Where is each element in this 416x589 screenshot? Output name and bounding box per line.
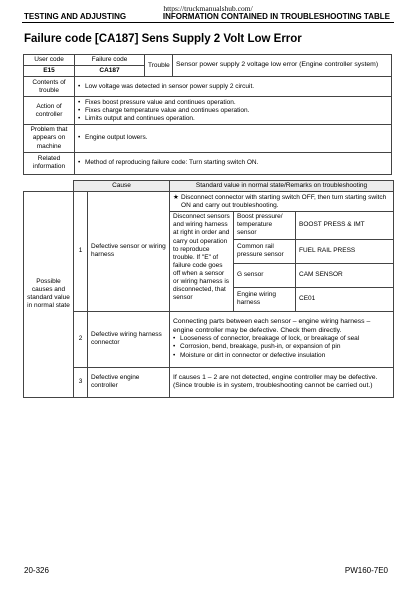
- cause-header: Cause: [74, 181, 170, 192]
- action-item: • Fixes charge temperature value and continues operation.: [85, 107, 388, 115]
- note-cell: [170, 192, 394, 212]
- connector-name: CAM SENSOR: [296, 263, 394, 287]
- problem-label: Problem that appears on machine: [24, 125, 75, 152]
- connector-name: CE01: [296, 287, 394, 311]
- source-url[interactable]: https://truckmanualshub.com/: [163, 4, 253, 13]
- remarks-item: • Moisture or dirt in connector or defective insulation: [180, 352, 390, 360]
- contents-label: Contents of trouble: [24, 77, 75, 97]
- chapter-header: INFORMATION CONTAINED IN TROUBLESHOOTING TABLE: [162, 12, 390, 21]
- problem-item: • Engine output lowers.: [85, 134, 388, 142]
- related-cell: [75, 152, 392, 174]
- sensor-name: G sensor: [234, 263, 296, 287]
- connector-name: BOOST PRESS & IMT: [296, 212, 394, 239]
- failure-code-label: Failure code: [75, 55, 145, 66]
- action-item: • Fixes boost pressure value and continues operation.: [85, 99, 388, 107]
- page-title: Failure code [CA187] Sens Supply 2 Volt Low Error: [24, 33, 302, 45]
- remarks-item: • Looseness of connector, breakage of lock, or breakage of seal: [180, 335, 390, 343]
- problem-cell: [75, 125, 392, 152]
- page-number: 20-326: [24, 566, 49, 575]
- cause-text: Defective wiring harness connector: [88, 311, 170, 367]
- header-rule: [22, 22, 394, 23]
- remarks-item: • Corrosion, bend, breakage, push-in, or expansion of pin: [180, 343, 390, 351]
- contents-cell: [75, 77, 392, 97]
- cause-text: Defective engine controller: [88, 367, 170, 397]
- connector-name: FUEL RAIL PRESS: [296, 239, 394, 263]
- remarks-text: If causes 1 – 2 are not detected, engine controller may be defective. (Since trouble is in system, troubleshooting cannot be carried out.): [170, 367, 394, 397]
- remarks-text: Connecting parts between each sensor – engine wiring harness – engine controller may be defective. Check them directly.: [173, 318, 371, 334]
- sensor-name: Boost pressure/ temperature sensor: [234, 212, 296, 239]
- related-label: Related information: [24, 152, 75, 174]
- cause-number: 3: [74, 367, 88, 397]
- cause-text: Defective sensor or wiring harness: [88, 192, 170, 311]
- related-item: • Method of reproducing failure code: Turn starting switch ON.: [85, 159, 388, 167]
- procedure-text: Disconnect sensors and wiring harness at right in order and carry out operation to reproduce trouble. If "E" of failure code goes off when a sensor or wiring harness is disconnected, that sensor: [170, 212, 234, 311]
- note-text: ★ Disconnect connector with starting switch OFF, then turn starting switch ON and carry out troubleshooting.: [173, 194, 390, 210]
- user-code: E15: [24, 66, 75, 77]
- possible-causes-label: Possible causes and standard value in normal state: [24, 192, 74, 397]
- cause-number: 2: [74, 311, 88, 367]
- action-cell: [75, 97, 392, 125]
- action-item: • Limits output and continues operation.: [85, 115, 388, 123]
- action-label: Action of controller: [24, 97, 75, 125]
- sensor-name: Common rail pressure sensor: [234, 239, 296, 263]
- sensor-name: Engine wiring harness: [234, 287, 296, 311]
- failure-code: CA187: [75, 66, 145, 77]
- user-code-label: User code: [24, 55, 75, 66]
- contents-item: • Low voltage was detected in sensor power supply 2 circuit.: [85, 83, 388, 91]
- trouble-text: Sensor power supply 2 voltage low error (Engine controller system): [173, 55, 392, 77]
- standard-header: Standard value in normal state/Remarks on troubleshooting: [170, 181, 394, 192]
- summary-table: [23, 54, 392, 175]
- trouble-label: Trouble: [145, 55, 173, 77]
- model-code: PW160-7E0: [344, 566, 388, 575]
- section-header: TESTING AND ADJUSTING: [24, 12, 127, 21]
- cause-number: 1: [74, 192, 88, 311]
- causes-table: [23, 180, 394, 398]
- remarks-cell: [170, 311, 394, 367]
